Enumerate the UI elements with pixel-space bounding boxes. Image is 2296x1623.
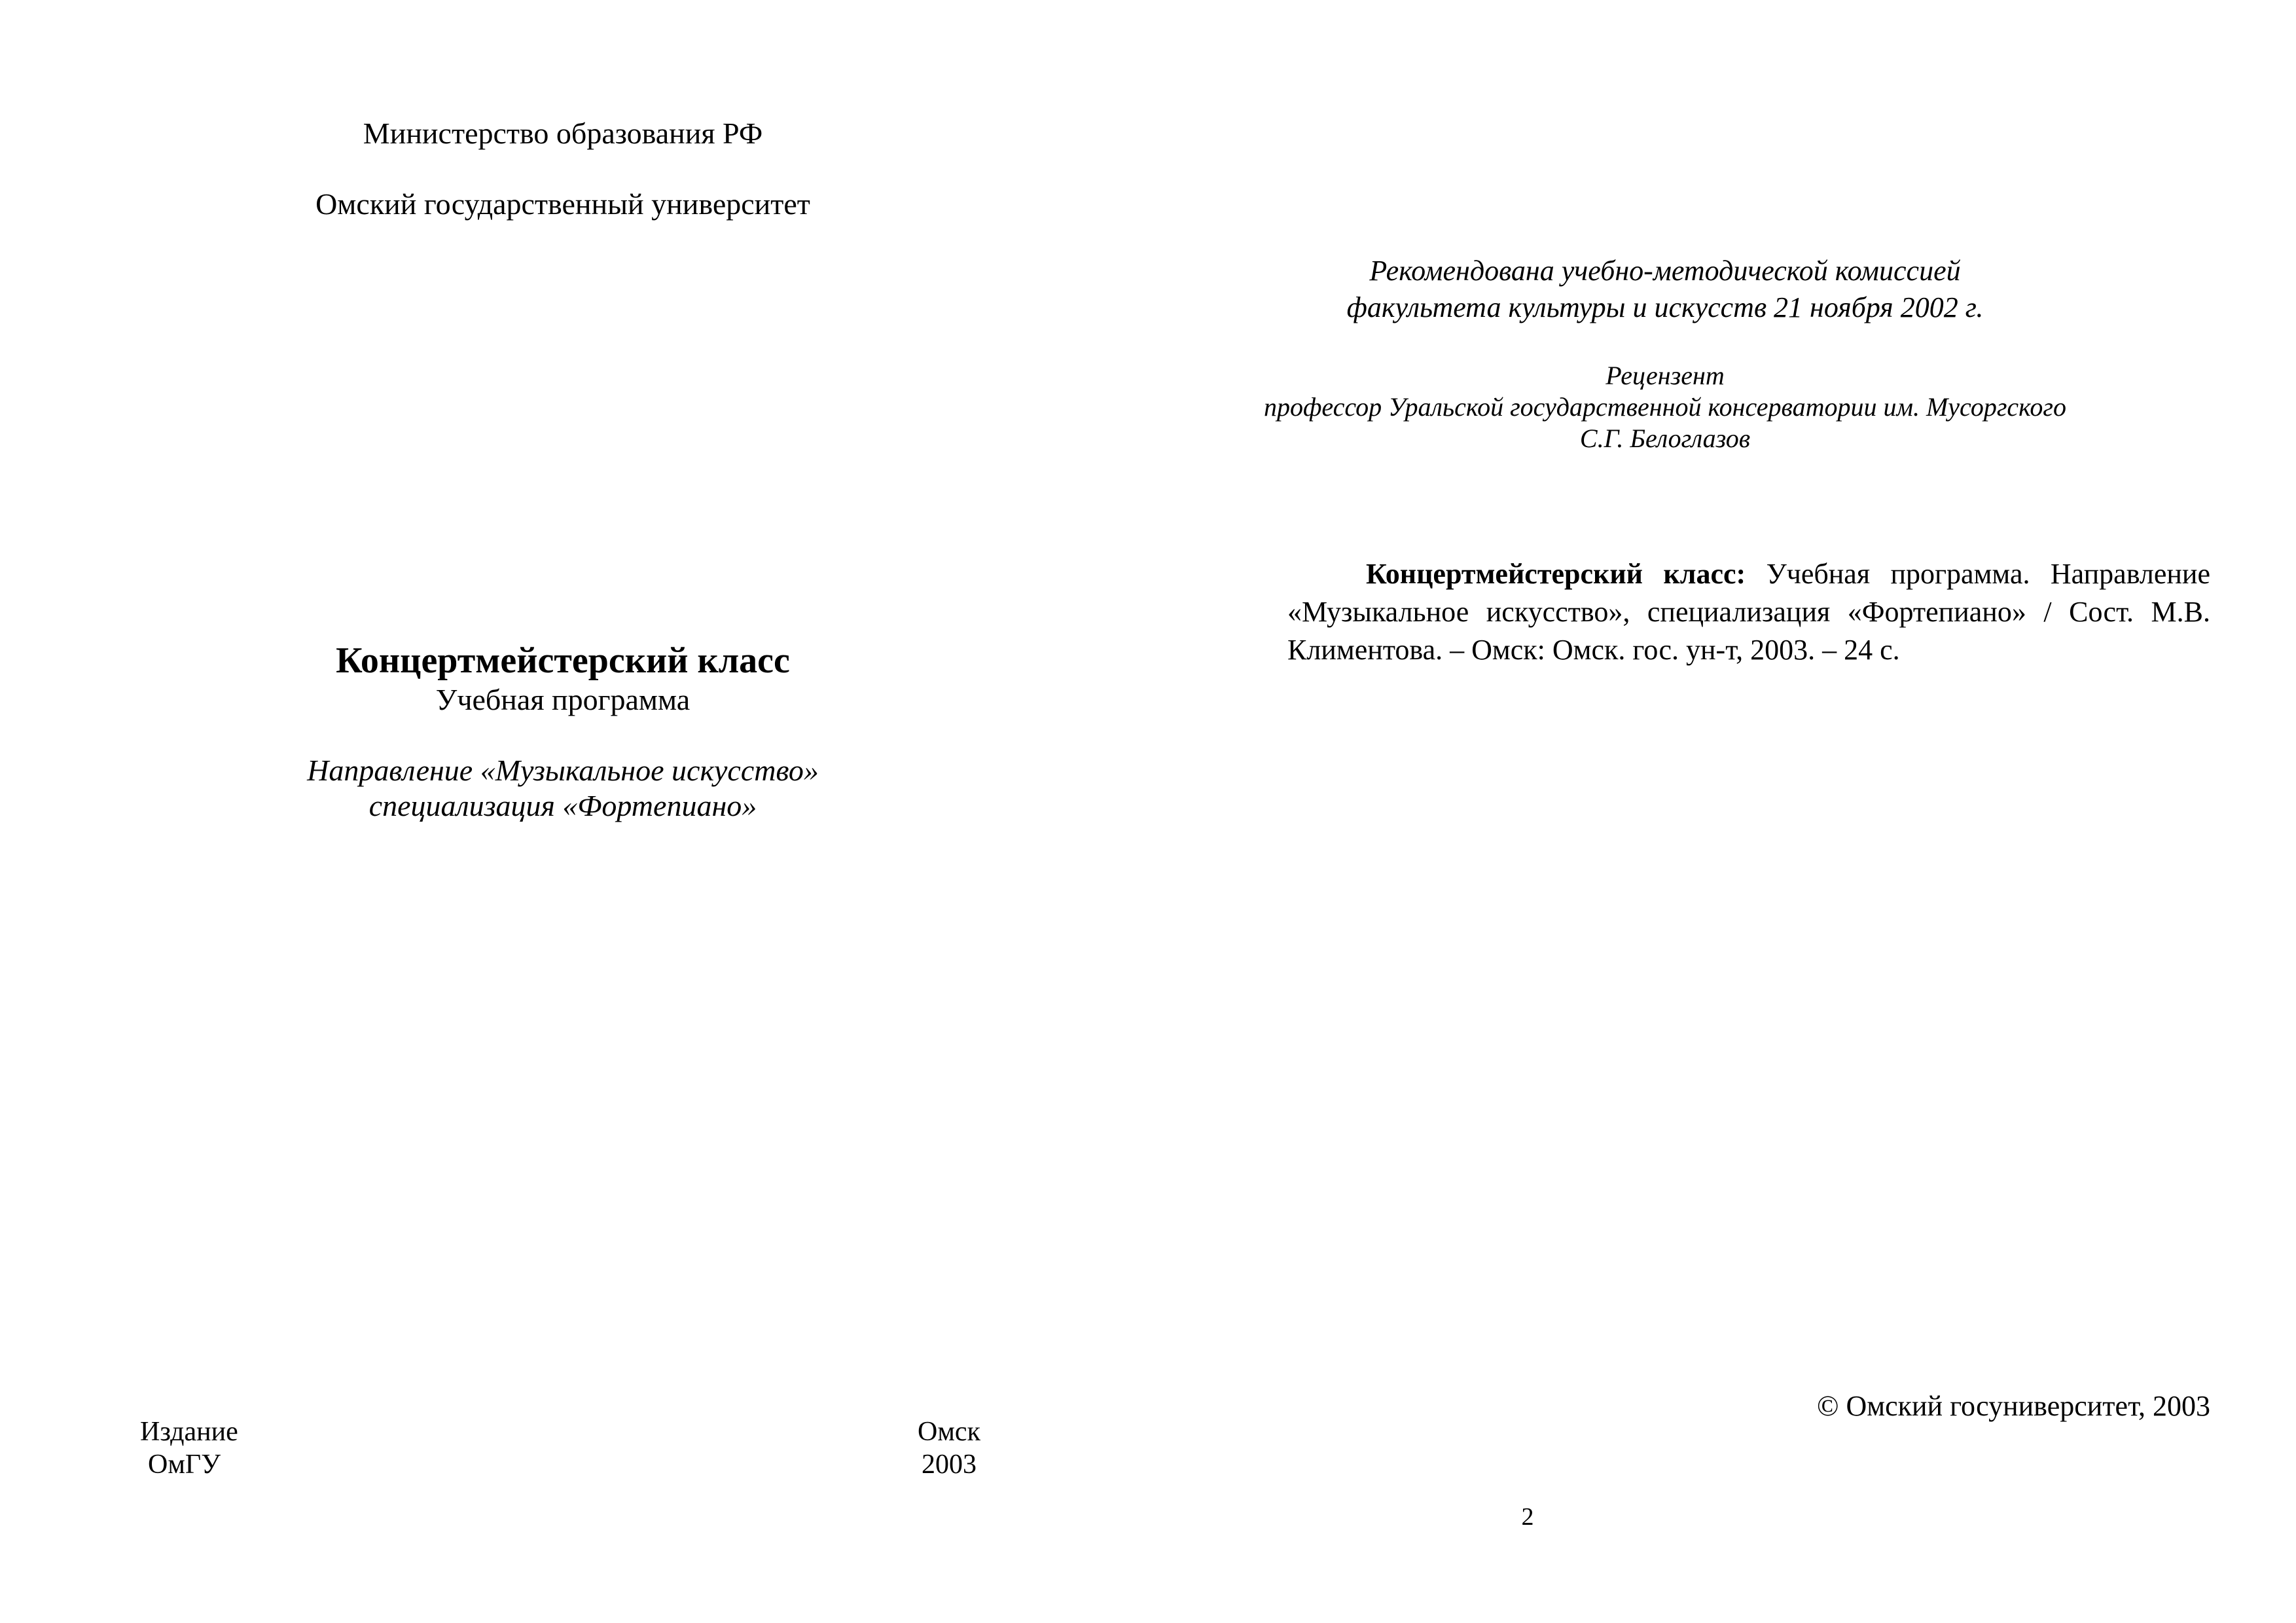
page-number: 2 <box>1521 1503 1534 1531</box>
recommendation-block <box>1148 253 2182 326</box>
reviewer-heading: Рецензент <box>1605 361 1725 390</box>
direction-block <box>0 753 1126 824</box>
publication-year: 2003 <box>922 1450 977 1480</box>
right-page <box>1148 0 2296 1623</box>
publisher-label: Издание <box>140 1417 238 1447</box>
university-name: Омский государственный университет <box>315 187 810 221</box>
city-year-block <box>864 1415 1034 1481</box>
specialization-line: специализация «Фортепиано» <box>368 789 757 822</box>
bibliographic-description <box>1287 555 2210 669</box>
publisher-block <box>140 1415 238 1481</box>
document-title: Концертмейстерский класс <box>336 640 790 681</box>
recommendation-line-2: факультета культуры и искусств 21 ноября 2002 г. <box>1346 291 1984 323</box>
city-name: Омск <box>918 1417 980 1447</box>
biblio-title: Концертмейстерский класс: <box>1366 558 1746 590</box>
biblio-text: Учебная программа. Направление «Музыкальное искусство», специализация «Фортепиано» / Сост. М.В. Климентова. – Омск: Омск. гос. ун-т, 2003. – 24 с. <box>1287 558 2210 666</box>
publisher-name: ОмГУ <box>148 1450 221 1480</box>
copyright-notice: © Омский госуниверситет, 2003 <box>1817 1390 2210 1422</box>
direction-line: Направление «Музыкальное искусство» <box>307 754 819 787</box>
reviewer-name: С.Г. Белоглазов <box>1579 424 1751 453</box>
document-subtitle: Учебная программа <box>435 683 691 716</box>
ministry-name: Министерство образования РФ <box>363 117 763 150</box>
recommendation-line-1: Рекомендована учебно-методической комиссией <box>1369 255 1961 287</box>
reviewer-position: профессор Уральской государственной консерватории им. Мусоргского <box>1264 392 2066 422</box>
reviewer-block <box>1148 360 2182 454</box>
